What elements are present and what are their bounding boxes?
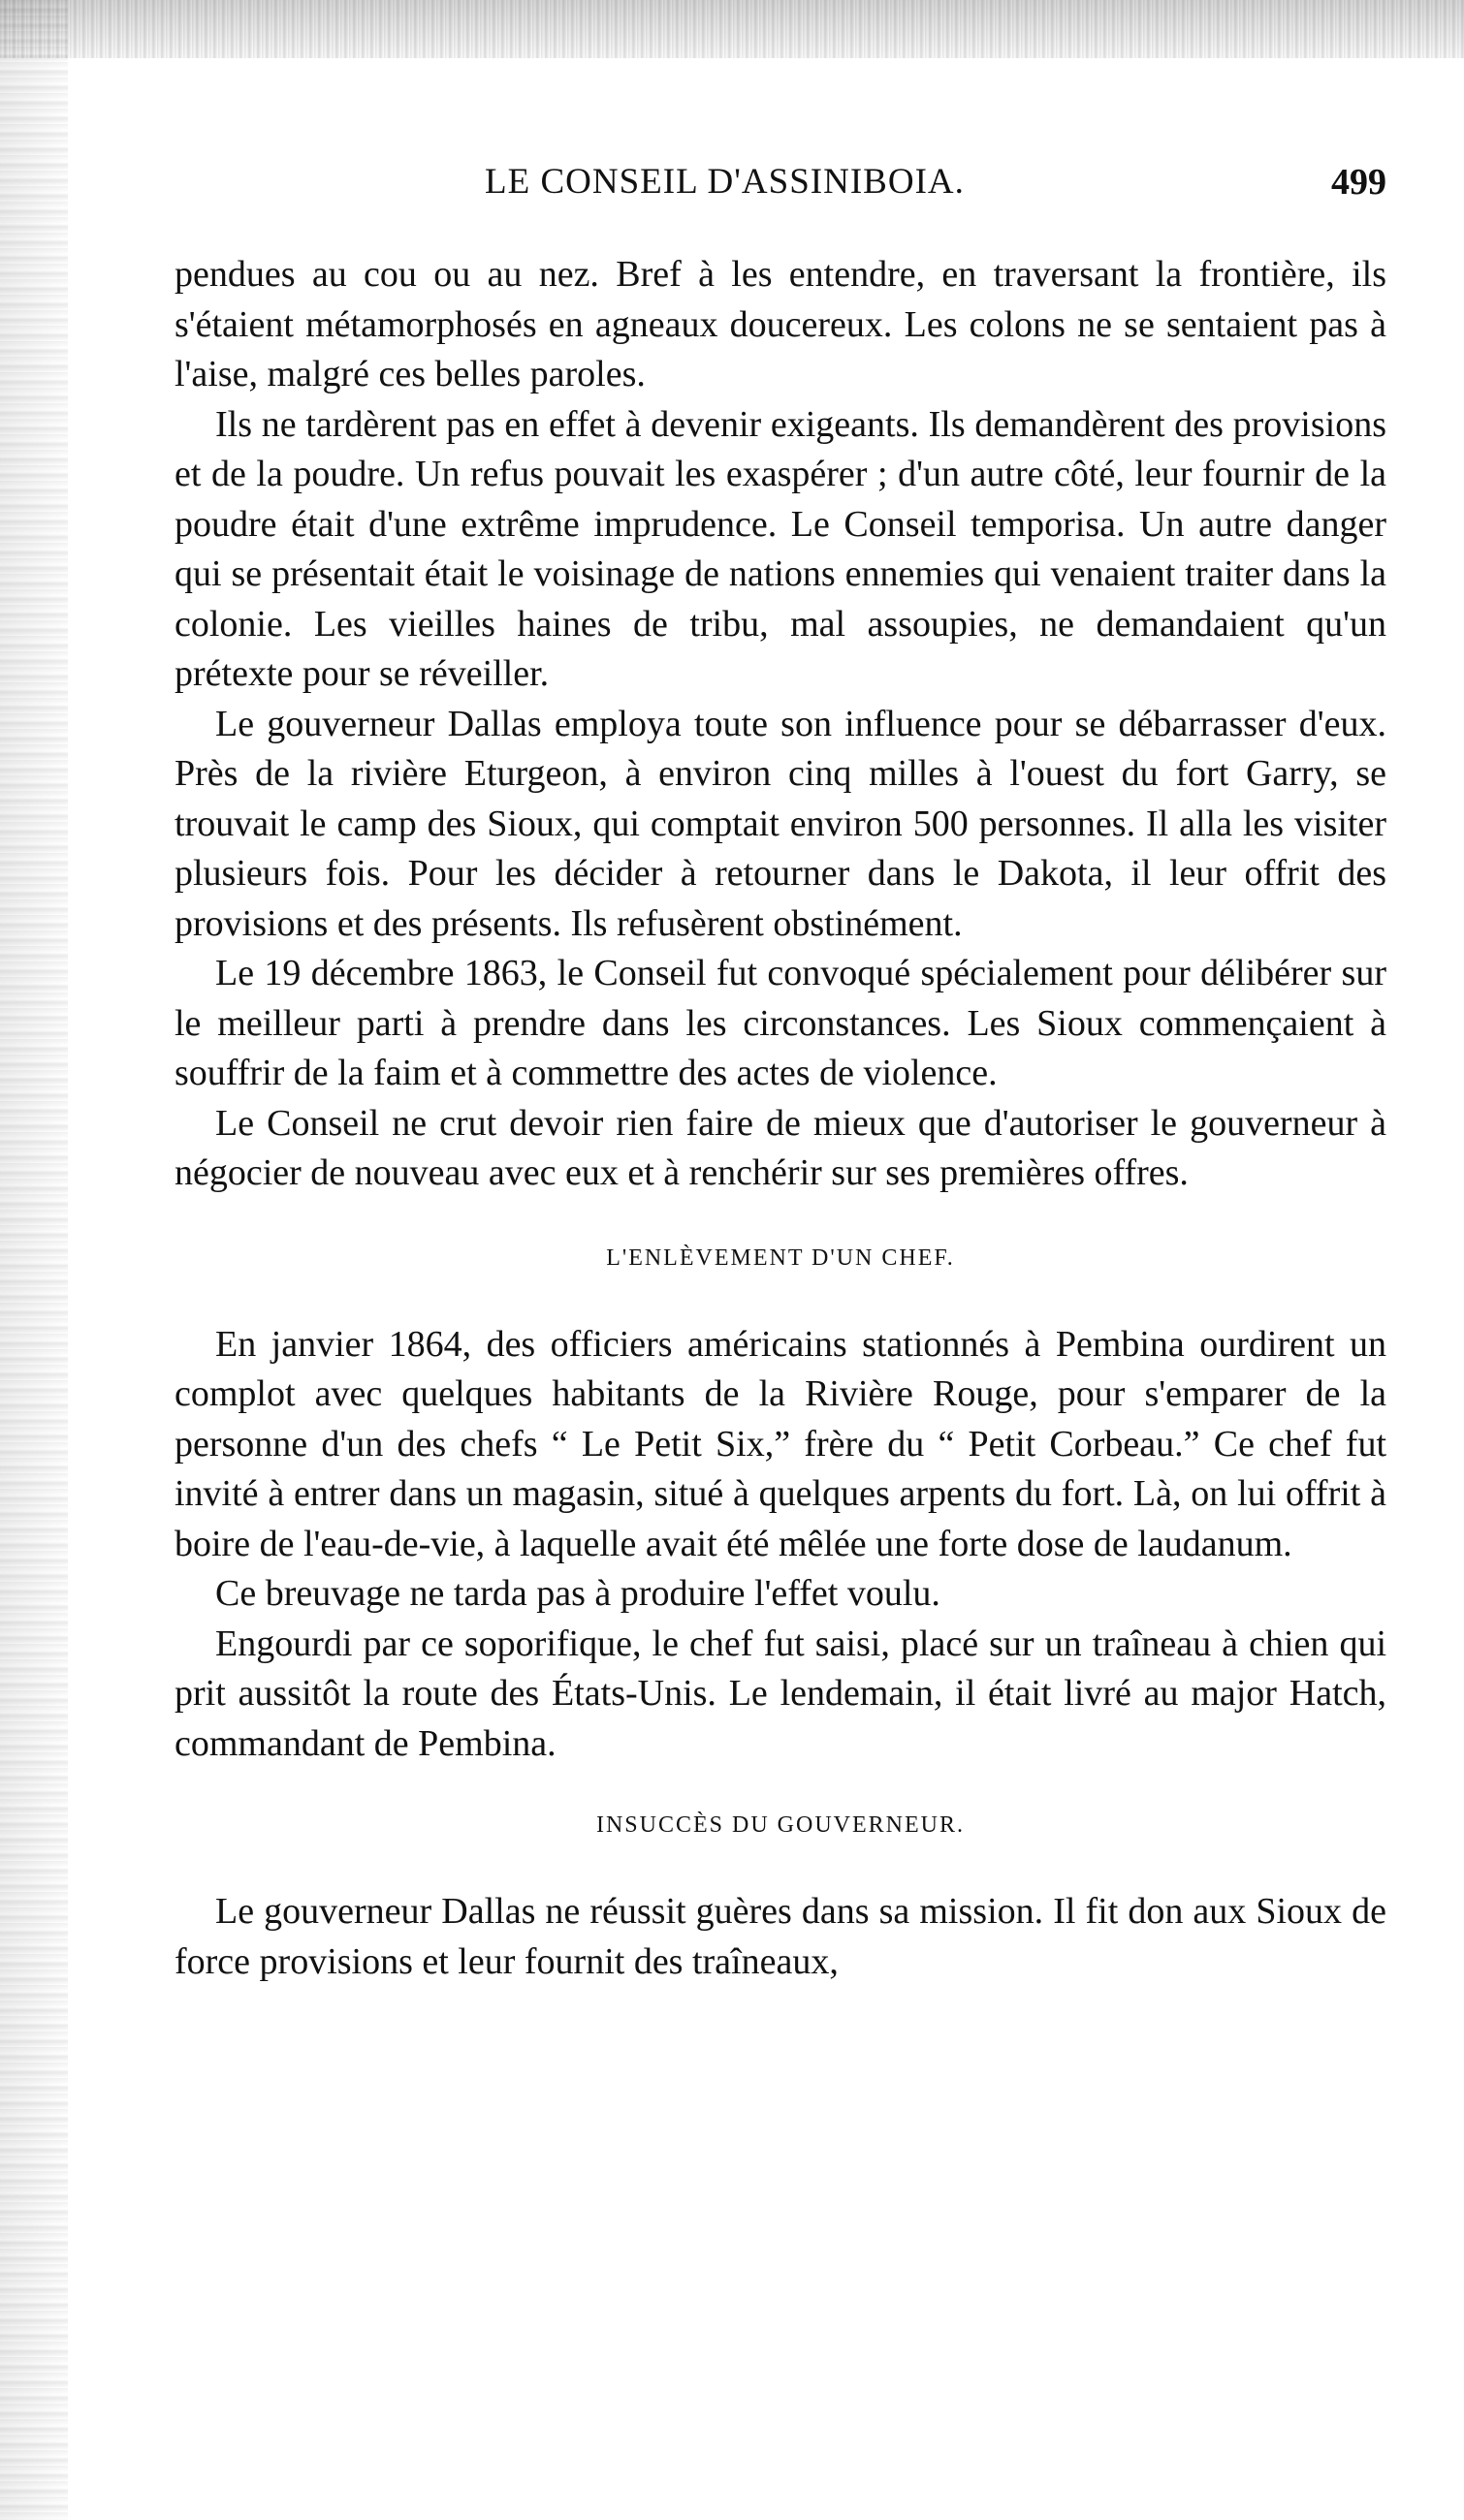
paragraph-5: Le Conseil ne crut devoir rien faire de mieux que d'autoriser le gouverneur à négocier de nouveau avec eux et à renchérir sur ses premières offres.: [175, 1102, 1386, 1193]
page-body: [175, 250, 1386, 1987]
paragraph-9: Le gouverneur Dallas ne réussit guères dans sa mission. Il fit don aux Sioux de force provisions et leur fournit des traîneaux,: [175, 1891, 1386, 1982]
paragraph-1: pendues au cou ou au nez. Bref à les entendre, en traversant la frontière, ils s'étaient métamorphosés en agneaux doucereux. Les colons ne se sentaient pas à l'aise, malgré ces belles paroles.: [175, 254, 1386, 394]
section-heading-enlevement: L'ENLÈVEMENT D'UN CHEF.: [606, 1244, 955, 1271]
running-title: LE CONSEIL D'ASSINIBOIA.: [485, 162, 965, 202]
paragraph-3: Le gouverneur Dallas employa toute son influence pour se débarrasser d'eux. Près de la rivière Eturgeon, à environ cinq milles à l'ouest du fort Garry, se trouvait le camp des Sioux, qui comptait environ 500 personnes. Il alla les visiter plusieurs fois. Pour les décider à retourner dans le Dakota, il leur offrit des provisions et des présents. Ils refusèrent obstinément.: [175, 703, 1386, 944]
page-header: [175, 161, 1386, 219]
paragraph-4: Le 19 décembre 1863, le Conseil fut convoqué spécialement pour délibérer sur le meilleur parti à prendre dans les circonstances. Les Sioux commençaient à souffrir de la faim et à commettre des actes de violence.: [175, 953, 1386, 1093]
paragraph-8: Engourdi par ce soporifique, le chef fut saisi, placé sur un traîneau à chien qui prit aussitôt la route des États-Unis. Le lendemain, il était livré au major Hatch, commandant de Pembina.: [175, 1622, 1386, 1764]
paragraph-6: En janvier 1864, des officiers américains stationnés à Pembina ourdirent un complot avec quelques habitants de la Rivière Rouge, pour s'emparer de la personne d'un des chefs “ Le Petit Six,” frère du “ Petit Corbeau.” Ce chef fut invité à entrer dans un magasin, situé à quelques arpents du fort. Là, on lui offrit à boire de l'eau-de-vie, à laquelle avait été mêlée une forte dose de laudanum.: [175, 1323, 1386, 1564]
page-number: 499: [1331, 162, 1386, 203]
scan-edge-top: [0, 0, 1464, 58]
paragraph-7: Ce breuvage ne tarda pas à produire l'effet voulu.: [215, 1573, 940, 1614]
section-heading-insucces: INSUCCÈS DU GOUVERNEUR.: [595, 1812, 966, 1838]
paragraph-2: Ils ne tardèrent pas en effet à devenir exigeants. Ils demandèrent des provisions et de la poudre. Un refus pouvait les exaspérer ; d'un autre côté, leur fournir de la poudre était d'une extrême imprudence. Le Conseil temporisa. Un autre danger qui se présentait était le voisinage de nations ennemies qui venaient traiter dans la colonie. Les vieilles haines de tribu, mal assoupies, ne demandaient qu'un prétexte pour se réveiller.: [175, 403, 1386, 694]
scan-edge-left: [0, 0, 68, 2520]
